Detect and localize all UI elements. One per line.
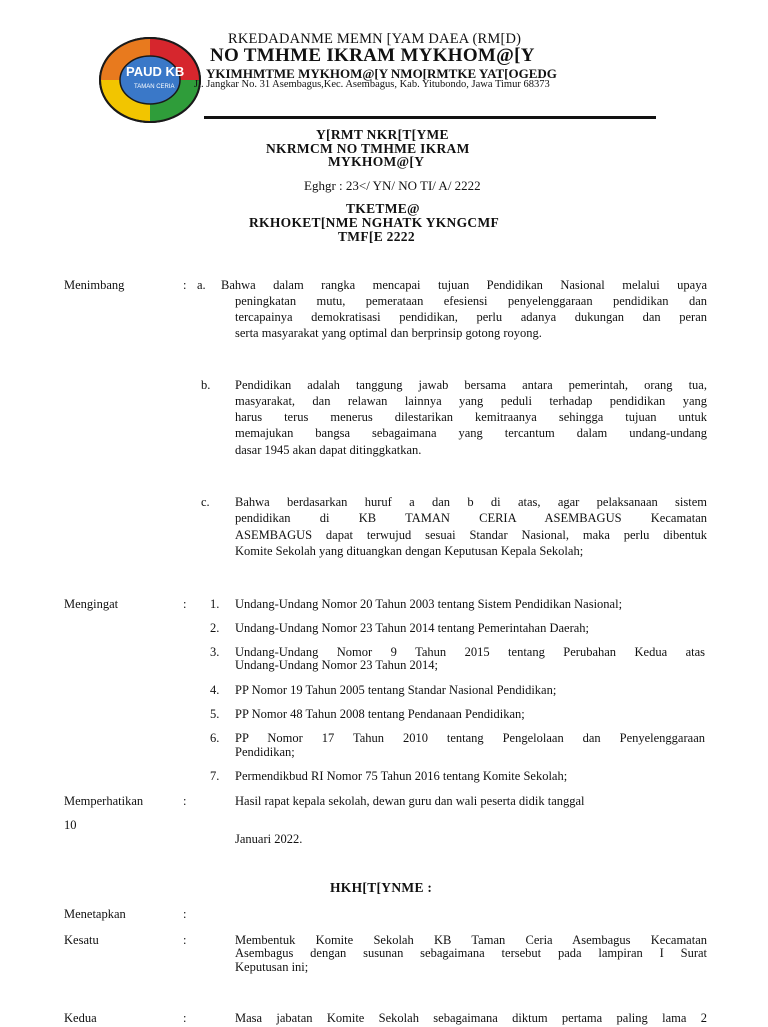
menimbang-b-line-3: harus terus menerus dilestarikan kemitraanya sehingga tujuan untuk [235,410,707,424]
menimbang-b-line-2: masyarakat, dan relawan lainnya yang peduli terhadap pendidikan yang [235,394,707,408]
mengingat-item-4: PP Nomor 19 Tahun 2005 tentang Standar Nasional Pendidikan; [235,683,557,697]
mengingat-item-2: Undang-Undang Nomor 23 Tahun 2014 tentang Pemerintahan Daerah; [235,621,590,635]
menimbang-c-letter: c. [201,495,210,509]
menimbang-a-line-2: peningkatan mutu, pemerataan efesiensi penyelenggaraan pendidikan dan [235,294,707,308]
title-line-4: TKETME@ [346,201,420,216]
mengingat-num-5: 5. [210,707,220,721]
mengingat-num-7: 7. [210,769,220,783]
mengingat-num-2: 2. [210,621,220,635]
decide-heading: HKH[T[YNME : [330,880,433,895]
header-divider [204,116,656,119]
menimbang-label: Menimbang [64,278,125,292]
mengingat-label: Mengingat [64,597,119,611]
memperhatikan-line-2: Januari 2022. [235,832,303,846]
school-logo [98,34,208,126]
memperhatikan-label: Memperhatikan [64,794,144,808]
menimbang-c-line-4: Komite Sekolah yang dituangkan dengan Keputusan Kepala Sekolah; [235,544,584,558]
header-line-1: RKEDADANME MEMN [YAM DAEA (RM[D) [228,31,522,47]
menimbang-c-line-3: ASEMBAGUS dapat terwujud sesuai Standar Nasional, maka perlu dibentuk [235,528,707,542]
mengingat-item-6-line-2: Pendidikan; [235,745,295,759]
logo-subtext: TAMAN CERIA [134,84,175,90]
kedua-label: Kedua [64,1011,97,1025]
header-line-3: YKIMHMTME MYKHOM@[Y NMO[RMTKE YAT[OGEDG [206,66,557,81]
mengingat-num-1: 1. [210,597,220,611]
title-line-5: RKHOKET[NME NGHATK YKNGCMF [249,215,500,230]
menimbang-b-line-1: Pendidikan adalah tanggung jawab bersama antara pemerintah, orang tua, [235,378,707,392]
kedua-line-1: Masa jabatan Komite Sekolah sebagaimana diktum pertama paling lama 2 [235,1011,707,1025]
memperhatikan-line-1: Hasil rapat kepala sekolah, dewan guru dan wali peserta didik tanggal [235,794,585,808]
memperhatikan-date-number: 10 [64,818,77,832]
menetapkan-label: Menetapkan [64,907,126,921]
menimbang-a-line-1: Bahwa dalam rangka mencapai tujuan Pendidikan Nasional melalui upaya [221,278,707,292]
mengingat-item-5: PP Nomor 48 Tahun 2008 tentang Pendanaan Pendidikan; [235,707,525,721]
title-line-1: Y[RMT NKR[T[YME [316,127,449,142]
menimbang-b-line-5: dasar 1945 akan dapat ditinggkatkan. [235,443,422,457]
kesatu-label: Kesatu [64,933,99,947]
header-address: Jl. Jangkar No. 31 Asembagus,Kec. Asembagus, Kab. Yitubondo, Jawa Timur 68373 [194,79,550,90]
mengingat-num-3: 3. [210,645,220,659]
title-line-3: MYKHOM@[Y [328,154,425,169]
menimbang-a-line-4: serta masyarakat yang optimal dan berprinsip gotong royong. [235,326,542,340]
header-line-2: NO TMHME IKRAM MYKHOM@[Y [210,45,535,66]
menimbang-b-letter: b. [201,378,211,392]
mengingat-item-1: Undang-Undang Nomor 20 Tahun 2003 tentang Sistem Pendidikan Nasional; [235,597,623,611]
mengingat-item-3-line-2: Undang-Undang Nomor 23 Tahun 2014; [235,658,439,672]
menimbang-c-line-1: Bahwa berdasarkan huruf a dan b di atas, agar pelaksanaan sistem [235,495,707,509]
mengingat-num-6: 6. [210,731,220,745]
kedua-colon: : [183,1011,187,1025]
kesatu-colon: : [183,933,187,947]
menimbang-a-letter: a. [197,278,206,292]
logo-text: PAUD KB [126,64,185,79]
kesatu-line-2: Asembagus dengan susunan sebagaimana tersebut pada lampiran I Surat [235,946,707,960]
memperhatikan-colon: : [183,794,187,808]
menetapkan-colon: : [183,907,187,921]
mengingat-item-6-line-1: PP Nomor 17 Tahun 2010 tentang Pengelolaan dan Penyelenggaraan [235,731,705,745]
menimbang-a-line-3: tercapainya demokratisasi pendidikan, perlu adanya dukungan dan peran [235,310,707,324]
document-number: Eghgr : 23</ YN/ NO TI/ A/ 2222 [304,178,481,193]
kesatu-line-3: Keputusan ini; [235,960,309,974]
mengingat-item-7: Permendikbud RI Nomor 75 Tahun 2016 tentang Komite Sekolah; [235,769,568,783]
title-line-2: NKRMCM NO TMHME IKRAM [266,141,470,156]
mengingat-colon: : [183,597,187,611]
menimbang-colon: : [183,278,187,292]
mengingat-item-3-line-1: Undang-Undang Nomor 9 Tahun 2015 tentang Perubahan Kedua atas [235,645,705,659]
title-line-6: TMF[E 2222 [338,229,415,244]
menimbang-b-line-4: memajukan bangsa sebagaimana yang tercantum dalam undang-undang [235,426,707,440]
kesatu-line-1: Membentuk Komite Sekolah KB Taman Ceria Asembagus Kecamatan [235,933,707,947]
menimbang-c-line-2: pendidikan di KB TAMAN CERIA ASEMBAGUS Kecamatan [235,511,707,525]
mengingat-num-4: 4. [210,683,220,697]
